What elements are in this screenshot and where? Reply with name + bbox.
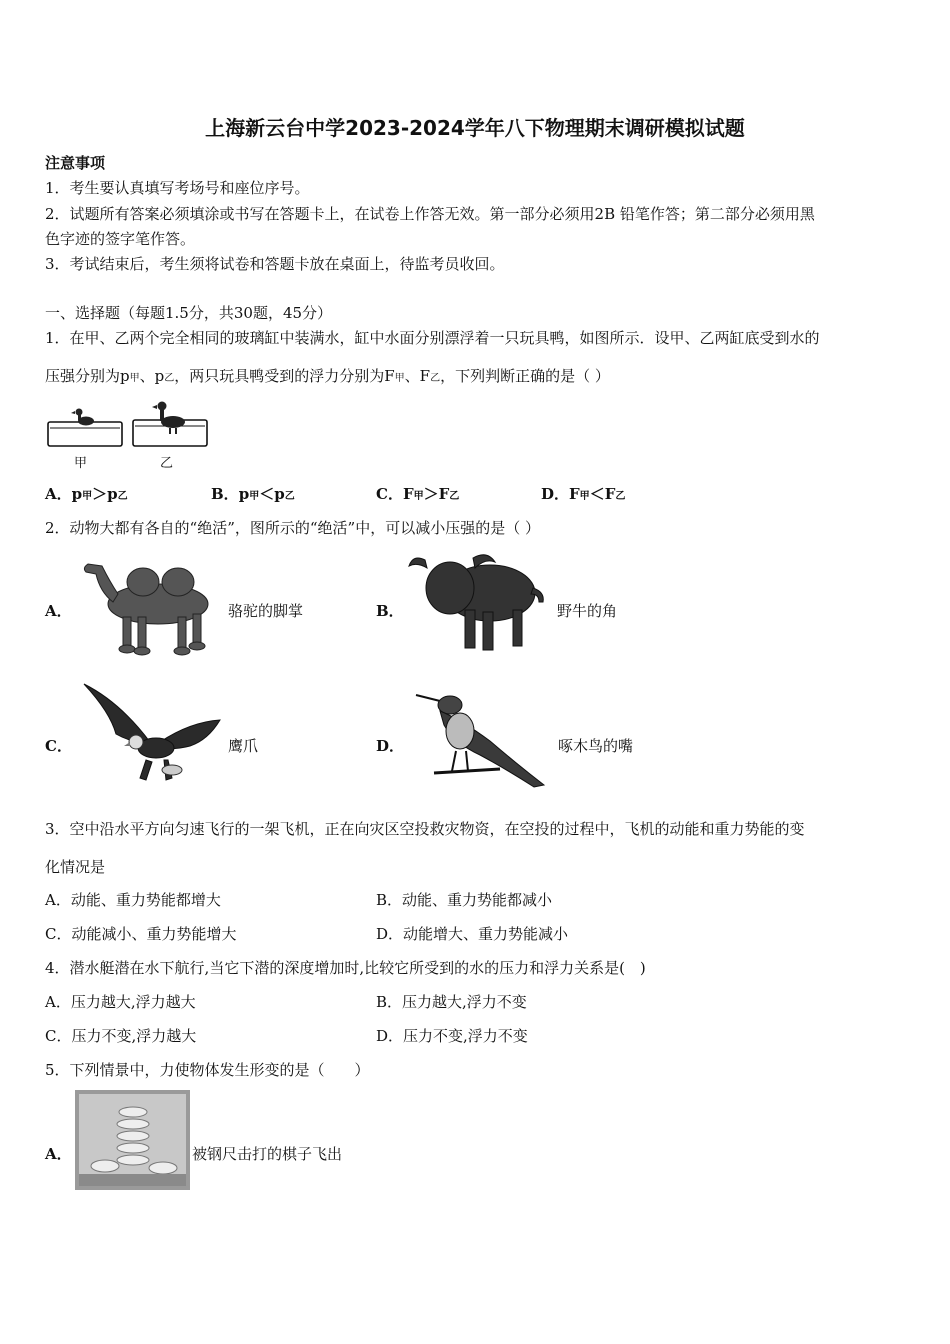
eagle-image — [80, 682, 225, 792]
q2-option-b-caption: 野牛的角 — [557, 602, 618, 620]
q2-option-a-caption: 骆驼的脚掌 — [228, 602, 304, 620]
q1-option-d[interactable]: D．F甲＜F乙 — [541, 485, 626, 503]
q2-option-c-caption: 鹰爪 — [228, 737, 259, 755]
q2-option-b-letter[interactable]: B． — [376, 602, 404, 620]
q5-option-a-figure[interactable] — [75, 1090, 190, 1190]
q2-option-d-caption: 啄木鸟的嘴 — [558, 737, 634, 755]
q2-option-c-letter[interactable]: C． — [45, 737, 72, 755]
q5-stem: 5．下列情景中，力使物体发生形变的是（ ） — [45, 1061, 370, 1079]
fig-label-jia: 甲 — [74, 456, 88, 471]
q2-option-c-figure[interactable] — [80, 682, 225, 792]
chess-pieces-photo — [75, 1090, 190, 1190]
q4-option-d[interactable]: D．压力不变,浮力不变 — [376, 1027, 528, 1045]
q1-stem-line2: 压强分别为p甲、p乙，两只玩具鸭受到的浮力分别为F甲、F乙，下列判断正确的是（ ） — [45, 367, 610, 385]
q2-stem: 2．动物大都有各自的“绝活”，图所示的“绝活”中，可以减小压强的是（ ） — [45, 519, 540, 537]
notice-item: 3．考试结束后，考生须将试卷和答题卡放在桌面上，待监考员收回。 — [45, 255, 505, 273]
q5-option-a-caption: 被钢尺击打的棋子飞出 — [192, 1145, 343, 1163]
q4-option-c[interactable]: C．压力不变,浮力越大 — [45, 1027, 197, 1045]
q1-stem-line1: 1．在甲、乙两个完全相同的玻璃缸中装满水，缸中水面分别漂浮着一只玩具鸭，如图所示．设甲、乙两缸底受到水的 — [45, 329, 820, 347]
page-title: 上海新云台中学2023-2024学年八下物理期末调研模拟试题 — [205, 116, 745, 140]
q2-option-a-letter[interactable]: A． — [45, 602, 72, 620]
q3-option-c[interactable]: C．动能减小、重力势能增大 — [45, 925, 237, 943]
woodpecker-image — [410, 685, 555, 795]
q1-figure — [45, 398, 215, 470]
q2-option-d-figure[interactable] — [410, 685, 555, 795]
notice-item: 2．试题所有答案必须填涂或书写在答题卡上，在试卷上作答无效。第一部分必须用2B 铅笔作答；第二部分必须用黑 — [45, 205, 815, 223]
camel-image — [78, 552, 223, 657]
q4-stem: 4．潜水艇潜在水下航行,当它下潜的深度增加时,比较它所受到的水的压力和浮力关系是( ) — [45, 959, 646, 977]
bison-image — [405, 548, 555, 658]
fig-label-yi: 乙 — [160, 456, 174, 471]
q1-option-c[interactable]: C．F甲＞F乙 — [376, 485, 460, 503]
q1-option-a[interactable]: A．p甲＞p乙 — [45, 485, 128, 503]
q3-option-a[interactable]: A．动能、重力势能都增大 — [45, 891, 221, 909]
notice-item: 色字迹的签字笔作答。 — [45, 230, 196, 248]
q3-option-d[interactable]: D．动能增大、重力势能减小 — [376, 925, 569, 943]
q2-option-a-figure[interactable] — [78, 552, 223, 657]
q2-option-b-figure[interactable] — [405, 548, 555, 658]
q5-option-a-letter[interactable]: A． — [45, 1145, 72, 1163]
q3-stem-line2: 化情况是 — [45, 858, 106, 876]
q3-option-b[interactable]: B．动能、重力势能都减小 — [376, 891, 553, 909]
q3-stem-line1: 3．空中沿水平方向匀速飞行的一架飞机，正在向灾区空投救灾物资，在空投的过程中，飞机的动能和重力势能的变 — [45, 820, 805, 838]
q2-option-d-letter[interactable]: D． — [376, 737, 405, 755]
section-heading: 一、选择题（每题1.5分，共30题，45分） — [45, 304, 333, 322]
q4-option-b[interactable]: B．压力越大,浮力不变 — [376, 993, 527, 1011]
notice-heading: 注意事项 — [45, 154, 106, 172]
tanks-duck-image — [45, 398, 215, 470]
q1-option-b[interactable]: B．p甲＜p乙 — [211, 485, 295, 503]
q4-option-a[interactable]: A．压力越大,浮力越大 — [45, 993, 196, 1011]
notice-item: 1．考生要认真填写考场号和座位序号。 — [45, 179, 310, 197]
